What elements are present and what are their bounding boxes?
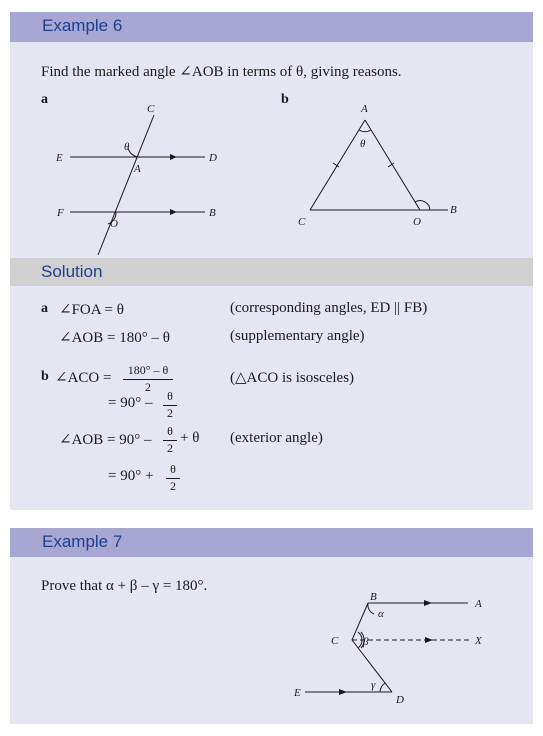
solution-a-label: a	[41, 301, 48, 316]
part-b-label: b	[281, 92, 289, 107]
solution-b-line3-reason: (exterior angle)	[230, 430, 323, 446]
fraction-denominator: 2	[163, 405, 177, 421]
fig7-label-e: E	[294, 687, 301, 699]
fig7-label-beta: β	[363, 636, 369, 648]
example-6-box	[10, 12, 533, 510]
fraction-denominator: 2	[166, 478, 180, 494]
solution-a-line2: ∠AOB = 180° – θ	[59, 330, 170, 346]
fig-a-label-e: E	[56, 152, 63, 164]
solution-a-line1-reason: (corresponding angles, ED || FB)	[230, 300, 428, 316]
fraction-denominator: 2	[123, 379, 173, 395]
fig-a-label-theta: θ	[124, 141, 130, 153]
example-7-question: Prove that α + β – γ = 180°.	[41, 578, 208, 594]
solution-b-line3: ∠AOB = 90° –	[59, 432, 152, 448]
fig7-label-x: X	[475, 635, 482, 647]
fig-a-label-b: B	[209, 207, 216, 219]
fig7-label-gamma: γ	[371, 679, 376, 691]
solution-b-line3-tail: + θ	[180, 430, 200, 446]
solution-header	[10, 258, 533, 286]
solution-a-line2-reason: (supplementary angle)	[230, 328, 365, 344]
fig-b-label-o: O	[413, 216, 421, 228]
solution-b-line2: = 90° –	[108, 395, 153, 411]
fraction-numerator: θ	[167, 424, 173, 438]
example-6-title: Example 6	[42, 16, 123, 35]
fig-b-label-c: C	[298, 216, 306, 228]
example-6-question: Find the marked angle ∠AOB in terms of θ, giving reasons.	[41, 64, 402, 80]
figure-b-triangle	[270, 100, 533, 235]
fig-a-label-o: O	[110, 218, 118, 230]
solution-a-line1: ∠FOA = θ	[59, 302, 124, 318]
fig-b-label-theta: θ	[360, 138, 366, 150]
figure-a-parallel-lines	[10, 100, 270, 260]
solution-b-line4: = 90° +	[108, 468, 154, 484]
solution-b-line3-fraction	[163, 424, 177, 456]
fig-b-label-a: A	[361, 103, 368, 115]
solution-b-label: b	[41, 369, 49, 384]
fig-a-label-c: C	[147, 103, 155, 115]
example-7-box	[10, 528, 533, 724]
example-7-title: Example 7	[42, 532, 123, 551]
fig-a-label-f: F	[57, 207, 64, 219]
fig7-label-d: D	[396, 694, 404, 706]
fraction-denominator: 2	[163, 440, 177, 456]
fig7-label-a: A	[475, 598, 482, 610]
part-a-label: a	[41, 92, 48, 107]
fig-a-label-a: A	[134, 163, 141, 175]
fig7-label-alpha: α	[378, 608, 384, 620]
solution-title: Solution	[41, 262, 103, 281]
solution-b-line4-fraction	[166, 462, 180, 494]
fraction-numerator: θ	[170, 462, 176, 476]
fig-a-label-d: D	[209, 152, 217, 164]
fraction-numerator: 180° – θ	[127, 363, 169, 377]
figure-7-angles	[272, 580, 533, 724]
solution-b-line2-fraction	[163, 389, 177, 421]
fig-b-label-b: B	[450, 204, 457, 216]
solution-b-line1: ∠ACO =	[55, 370, 112, 386]
example-7-header	[10, 528, 533, 557]
fraction-numerator: θ	[167, 389, 173, 403]
solution-b-line1-reason: (△ACO is isosceles)	[230, 370, 355, 386]
fig7-label-b: B	[370, 591, 377, 603]
fig7-label-c: C	[331, 635, 339, 647]
example-6-header	[10, 12, 533, 42]
